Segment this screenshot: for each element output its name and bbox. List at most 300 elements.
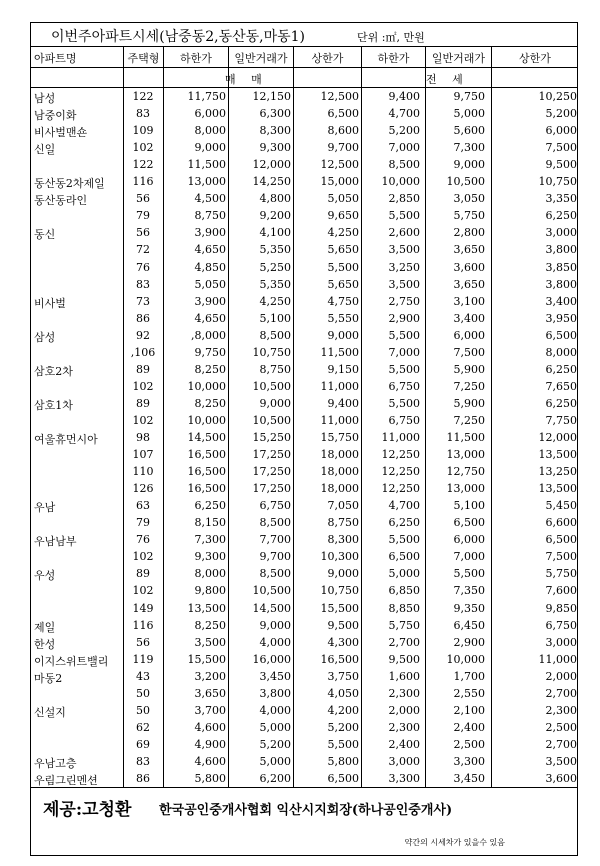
table-cell: 83 [136,107,150,121]
table-cell: 2,900 [388,311,420,325]
table-cell: 13,000 [446,482,485,496]
table-cell: 3,000 [388,754,420,768]
disclaimer-note: 약간의 시세차가 있을수 있음 [404,838,505,847]
table-cell: 89 [136,396,150,410]
table-row [31,344,577,360]
table-cell: 2,900 [453,635,485,649]
table-cell: 3,050 [453,192,485,206]
table-cell: 우림그린멘션 [34,774,98,787]
table-cell: 7,300 [453,141,485,155]
table-cell: 7,500 [545,550,577,564]
table-cell: 3,700 [194,703,226,717]
table-cell: 6,600 [545,516,577,530]
table-row [31,105,577,121]
table-cell: 5,200 [327,720,359,734]
table-cell: 4,000 [259,703,291,717]
table-cell: 11,750 [187,90,226,103]
table-cell: 6,450 [453,618,485,632]
table-cell: 우남 [34,501,56,515]
table-cell: 10,750 [252,345,291,359]
table-cell: 79 [136,516,150,530]
table-cell: 2,700 [388,635,420,649]
table-cell: 삼호1차 [34,398,73,412]
table-cell: 18,000 [320,448,359,462]
table-cell: 4,250 [327,226,359,240]
table-cell: 5,800 [194,772,226,785]
table-cell: 2,400 [453,720,485,734]
table-row [31,463,577,479]
table-cell: 4,600 [194,720,226,734]
table-row [31,497,577,513]
table-cell: 122 [132,158,154,172]
table-cell: 3,800 [259,686,291,700]
table-cell: 4,000 [259,635,291,649]
table-cell: 3,350 [545,192,577,206]
rule-header [31,67,577,68]
table-cell: 76 [136,533,150,547]
header-bar [31,23,577,46]
table-row [31,310,577,326]
table-cell: 7,750 [545,413,577,427]
table-cell: 63 [136,499,150,513]
col-header-rent-low: 하한가 [377,52,410,65]
table-cell: 6,500 [388,550,420,564]
table-cell: 마동2 [34,671,63,685]
table-cell: 8,500 [388,158,420,172]
table-cell: 6,500 [327,107,359,121]
table-cell: 3,500 [194,635,226,649]
table-cell: 15,500 [320,601,359,615]
table-cell: 102 [132,379,154,393]
table-cell: 5,650 [327,243,359,257]
table-row [31,207,577,223]
price-sheet [30,22,578,856]
table-cell: 5,350 [259,243,291,257]
table-cell: 102 [132,141,154,155]
table-cell: 16,500 [187,482,226,496]
table-cell: 5,500 [388,328,420,342]
table-cell: 12,500 [320,158,359,172]
table-row [31,88,577,104]
table-cell: 4,050 [327,686,359,700]
table-cell: 9,500 [327,618,359,632]
table-cell: 4,850 [194,260,226,274]
table-row [31,429,577,445]
table-cell: 3,500 [388,277,420,291]
table-cell: 우남남부 [34,535,77,549]
table-cell: 3,500 [545,754,577,768]
table-cell: 2,100 [453,703,485,717]
table-cell: 3,650 [453,277,485,291]
table-row [31,736,577,752]
table-cell: 12,750 [446,465,485,479]
table-cell: 신설지 [34,705,66,719]
table-cell: 109 [132,124,154,138]
table-row [31,531,577,547]
table-row [31,224,577,240]
table-row [31,770,577,786]
table-cell: 8,500 [259,567,291,581]
table-cell: 4,500 [194,192,226,206]
table-cell: 9,750 [453,90,485,103]
table-cell: 3,250 [388,260,420,274]
table-cell: 7,000 [388,345,420,359]
table-cell: 10,750 [538,175,577,189]
table-cell: 9,850 [545,601,577,615]
table-cell: 5,500 [453,567,485,581]
table-cell: ,8,000 [191,328,226,342]
table-cell: 9,800 [194,584,226,598]
table-cell: 50 [136,703,150,717]
rule-top [31,46,577,47]
table-cell: 3,650 [194,686,226,700]
table-cell: 9,750 [194,345,226,359]
table-row [31,361,577,377]
table-cell: 7,700 [259,533,291,547]
table-cell: 149 [132,601,154,615]
table-cell: 8,250 [194,618,226,632]
table-cell: 110 [132,465,154,479]
table-cell: 9,300 [259,141,291,155]
table-cell: 9,000 [453,158,485,172]
table-cell: 6,000 [194,107,226,121]
table-cell: 8,150 [194,516,226,530]
table-cell: 남성 [34,92,56,105]
table-cell: 17,250 [252,482,291,496]
table-cell: 56 [136,226,150,240]
table-cell: 10,500 [446,175,485,189]
table-cell: 107 [132,448,154,462]
table-cell: 5,000 [453,107,485,121]
table-cell: 11,000 [320,413,359,427]
table-cell: 14,500 [187,431,226,444]
table-cell: 제일 [34,620,56,634]
table-cell: 9,000 [259,396,291,410]
table-cell: 73 [136,294,150,308]
table-cell: 4,900 [194,737,226,751]
table-cell: 8,750 [259,362,291,376]
table-cell: 3,600 [453,260,485,274]
table-cell: 16,500 [187,448,226,462]
table-cell: 4,100 [259,226,291,240]
table-cell: 3,100 [453,294,485,308]
table-cell: 8,500 [259,328,291,342]
table-cell: 5,050 [327,192,359,206]
table-cell: 11,500 [187,158,226,172]
table-cell: 92 [136,328,150,342]
table-cell: 10,500 [252,413,291,427]
table-cell: 7,000 [388,141,420,155]
table-cell: 5,500 [388,533,420,547]
table-cell: 6,750 [388,413,420,427]
table-cell: 2,700 [545,686,577,700]
table-cell: 6,750 [545,618,577,632]
table-cell: 14,500 [252,601,291,615]
table-cell: 2,600 [388,226,420,240]
table-cell: 3,800 [545,243,577,257]
table-cell: 79 [136,209,150,223]
table-cell: 6,250 [545,396,577,410]
table-cell: 7,500 [545,141,577,155]
table-row [31,702,577,718]
table-cell: 6,500 [545,533,577,547]
table-cell: 11,000 [381,431,420,444]
table-cell: 2,400 [388,737,420,751]
table-cell: 동산동2차제일 [34,177,105,191]
rule-bottom [31,787,577,788]
table-cell: 43 [136,669,150,683]
table-cell: 5,900 [453,396,485,410]
table-cell: 5,200 [545,107,577,121]
table-cell: 12,250 [381,482,420,496]
table-cell: 3,850 [545,260,577,274]
table-cell: 6,850 [388,584,420,598]
table-cell: 11,000 [538,652,577,666]
table-cell: 10,000 [187,379,226,393]
table-row [31,122,577,138]
table-cell: 13,000 [446,448,485,462]
table-row [31,582,577,598]
table-cell: 116 [132,618,154,632]
table-row [31,259,577,275]
table-row [31,276,577,292]
table-cell: 여울휴먼시아 [34,433,98,446]
table-cell: 13,500 [538,448,577,462]
table-cell: 2,300 [388,720,420,734]
table-row [31,668,577,684]
table-cell: 2,500 [545,720,577,734]
table-cell: 2,000 [545,669,577,683]
table-cell: 5,450 [545,499,577,513]
table-cell: 89 [136,567,150,581]
table-cell: 8,600 [327,124,359,138]
table-cell: 2,300 [545,703,577,717]
table-cell: 3,750 [327,669,359,683]
table-cell: 8,000 [545,345,577,359]
table-cell: 4,650 [194,243,226,257]
table-cell: 102 [132,584,154,598]
table-cell: 3,900 [194,226,226,240]
table-cell: 16,500 [187,465,226,479]
table-cell: 4,200 [327,703,359,717]
table-row [31,480,577,496]
table-cell: 10,500 [252,379,291,393]
table-cell: 2,300 [388,686,420,700]
table-row [31,156,577,172]
table-cell: 6,250 [388,516,420,530]
table-cell: 10,750 [320,584,359,598]
table-cell: 14,250 [252,175,291,189]
table-cell: 3,400 [545,294,577,308]
table-cell: 13,000 [187,175,226,189]
table-cell: 12,500 [320,90,359,103]
table-cell: 남중이화 [34,109,77,123]
col-header-name: 아파트명 [34,52,77,65]
table-row [31,395,577,411]
table-cell: 6,000 [453,328,485,342]
table-cell: 8,500 [259,516,291,530]
table-row [31,651,577,667]
table-cell: 5,200 [388,124,420,138]
table-cell: 3,400 [453,311,485,325]
table-cell: 우성 [34,569,56,583]
table-cell: 8,750 [327,516,359,530]
table-cell: 5,550 [327,311,359,325]
table-cell: 3,450 [259,669,291,683]
table-cell: 18,000 [320,465,359,479]
table-cell: 11,000 [320,379,359,393]
table-cell: 5,000 [388,567,420,581]
table-cell: 15,500 [187,652,226,666]
table-cell: 119 [132,652,154,666]
table-row [31,190,577,206]
table-cell: 2,700 [545,737,577,751]
table-cell: 15,250 [252,431,291,444]
table-cell: 6,200 [259,772,291,785]
table-cell: 102 [132,413,154,427]
table-cell: 15,000 [320,175,359,189]
table-cell: 9,000 [327,328,359,342]
table-row [31,565,577,581]
table-cell: 신일 [34,143,56,157]
table-row [31,719,577,735]
table-cell: 3,900 [194,294,226,308]
table-cell: 1,700 [453,669,485,683]
table-row [31,173,577,189]
table-cell: 5,600 [453,124,485,138]
unit-label: 단위 :㎡, 만원 [357,31,425,44]
table-cell: 7,500 [453,345,485,359]
table-cell: 12,150 [252,90,291,103]
table-cell: 9,000 [259,618,291,632]
table-cell: 5,650 [327,277,359,291]
table-row [31,446,577,462]
table-cell: 56 [136,635,150,649]
table-cell: 6,000 [545,124,577,138]
table-cell: 3,450 [453,772,485,785]
col-header-sale-mid: 일반거래가 [234,52,288,65]
table-cell: 5,350 [259,277,291,291]
col-header-sale-high: 상한가 [311,52,344,65]
table-cell: 5,050 [194,277,226,291]
table-cell: 8,300 [327,533,359,547]
table-cell: 12,250 [381,448,420,462]
col-header-rent-high: 상한가 [519,52,551,65]
footer [31,795,577,847]
table-cell: 동산동라인 [34,194,88,208]
table-cell: 5,500 [327,260,359,274]
table-cell: 4,750 [327,294,359,308]
table-cell: 7,300 [194,533,226,547]
table-cell: 12,250 [381,465,420,479]
table-cell: 7,250 [453,379,485,393]
table-cell: 8,250 [194,396,226,410]
table-cell: 6,750 [259,499,291,513]
table-cell: 9,400 [388,90,420,103]
table-cell: 5,500 [388,396,420,410]
table-cell: 8,300 [259,124,291,138]
table-cell: 2,800 [453,226,485,240]
table-row [31,600,577,616]
table-cell: 6,250 [545,362,577,376]
col-header-area: 주택형 [127,52,160,65]
table-row [31,753,577,769]
table-cell: 62 [136,720,150,734]
table-cell: 5,200 [259,737,291,751]
table-cell: 5,750 [453,209,485,223]
table-cell: 4,650 [194,311,226,325]
table-cell: 8,000 [194,124,226,138]
table-cell: 1,600 [388,669,420,683]
table-cell: 9,650 [327,209,359,223]
table-cell: 3,800 [545,277,577,291]
table-cell: 6,750 [388,379,420,393]
table-cell: 9,350 [453,601,485,615]
table-row [31,514,577,530]
table-cell: 7,250 [453,413,485,427]
table-cell: 8,850 [388,601,420,615]
table-cell: 3,000 [545,226,577,240]
table-cell: 2,550 [453,686,485,700]
table-cell: 3,300 [453,754,485,768]
table-cell: 7,050 [327,499,359,513]
col-header-sale-low: 하한가 [180,52,212,65]
table-cell: 13,500 [187,601,226,615]
table-cell: 89 [136,362,150,376]
table-cell: 6,300 [259,107,291,121]
table-row [31,378,577,394]
table-cell: 6,500 [327,772,359,785]
table-cell: 6,500 [453,516,485,530]
table-cell: 6,250 [545,209,577,223]
table-cell: 2,750 [388,294,420,308]
table-cell: 2,000 [388,703,420,717]
table-cell: 8,250 [194,362,226,376]
table-cell: 2,500 [453,737,485,751]
table-row [31,685,577,701]
table-cell: 69 [136,737,150,751]
table-cell: 4,250 [259,294,291,308]
table-cell: 116 [132,175,154,189]
table-cell: 9,400 [327,396,359,410]
table-cell: 10,000 [187,413,226,427]
table-row [31,548,577,564]
table-cell: 17,250 [252,448,291,462]
rent-group-label: 전 세 [426,73,469,86]
table-cell: 9,000 [194,141,226,155]
table-cell: 12,000 [252,158,291,172]
table-cell: 10,250 [538,90,577,103]
table-cell: 3,000 [545,635,577,649]
table-cell: 15,750 [320,431,359,444]
table-cell: 86 [136,772,150,785]
table-cell: 16,000 [252,652,291,666]
table-cell: 4,700 [388,499,420,513]
table-cell: 한성 [34,637,56,651]
table-cell: 5,750 [388,618,420,632]
table-cell: 9,500 [545,158,577,172]
table-cell: 2,850 [388,192,420,206]
table-cell: 9,700 [259,550,291,564]
table-cell: 8,750 [194,209,226,223]
table-cell: 8,000 [194,567,226,581]
table-cell: 9,700 [327,141,359,155]
table-cell: 3,500 [388,243,420,257]
col-header-rent-mid: 일반거래가 [431,52,486,65]
association-label: 한국공인중개사협회 익산시지회장(하나공인중개사) [159,803,453,818]
table-cell: 5,100 [259,311,291,325]
table-cell: 83 [136,277,150,291]
